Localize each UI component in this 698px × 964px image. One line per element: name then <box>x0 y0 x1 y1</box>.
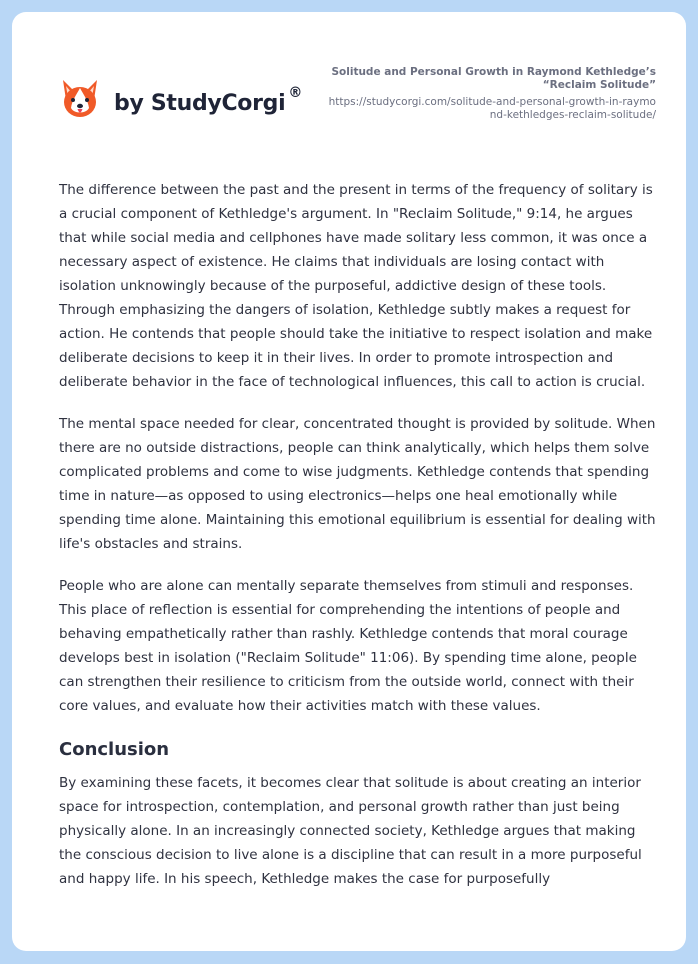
corgi-icon <box>60 76 100 122</box>
document-title: Solitude and Personal Growth in Raymond Kethledge’s “Reclaim Solitude” <box>331 66 656 91</box>
document-header <box>326 66 656 122</box>
document-body <box>59 178 659 909</box>
conclusion-paragraph: By examining these facets, it becomes clear that solitude is about creating an interior space for introspection, contemplation, and personal growth rather than just being physically alone. In an increasingly connected society, Kethledge argues that making the conscious decision to live alone is a discipline that can result in a more purposeful and happy life. In his speech, Kethledge makes the case for purposefully <box>59 775 642 887</box>
conclusion-heading: Conclusion <box>59 739 170 760</box>
registered-mark: ® <box>288 84 303 101</box>
body-paragraph: The difference between the past and the present in terms of the frequency of solitary is a crucial component of Kethledge's argument. In "Reclaim Solitude," 9:14, he argues that while social media and cellphones have made solitary less common, it was once a necessary aspect of existence. He claims that individuals are losing contact with isolation unknowingly because of the purposeful, addictive design of these tools. Through emphasizing the dangers of isolation, Kethledge subtly makes a request for action. He contends that people should take the initiative to respect isolation and make deliberate decisions to keep it in their lives. In order to promote introspection and deliberate behavior in the face of technological influences, this call to action is crucial. <box>59 182 653 390</box>
body-paragraph: People who are alone can mentally separate themselves from stimuli and responses. This place of reflection is essential for comprehending the intentions of people and behaving empathetically rather than rashly. Kethledge contends that moral courage develops best in isolation ("Reclaim Solitude" 11:06). By spending time alone, people can strengthen their resilience to criticism from the outside world, connect with their core values, and evaluate how their activities match with these values. <box>59 578 637 714</box>
studycorgi-logo[interactable] <box>60 76 302 122</box>
body-paragraph: The mental space needed for clear, concentrated thought is provided by solitude. When there are no outside distractions, people can think analytically, which helps them solve complicated problems and come to wise judgments. Kethledge contends that spending time in nature—as opposed to using electronics—helps one heal emotionally while spending time alone. Maintaining this emotional equilibrium is essential for dealing with life's obstacles and strains. <box>59 416 656 552</box>
document-url[interactable]: https://studycorgi.com/solitude-and-personal-growth-in-raymond-kethledges-reclaim-solitude/ <box>328 96 656 121</box>
brand-name: by StudyCorgi ® <box>114 84 303 116</box>
document-page <box>12 12 686 951</box>
